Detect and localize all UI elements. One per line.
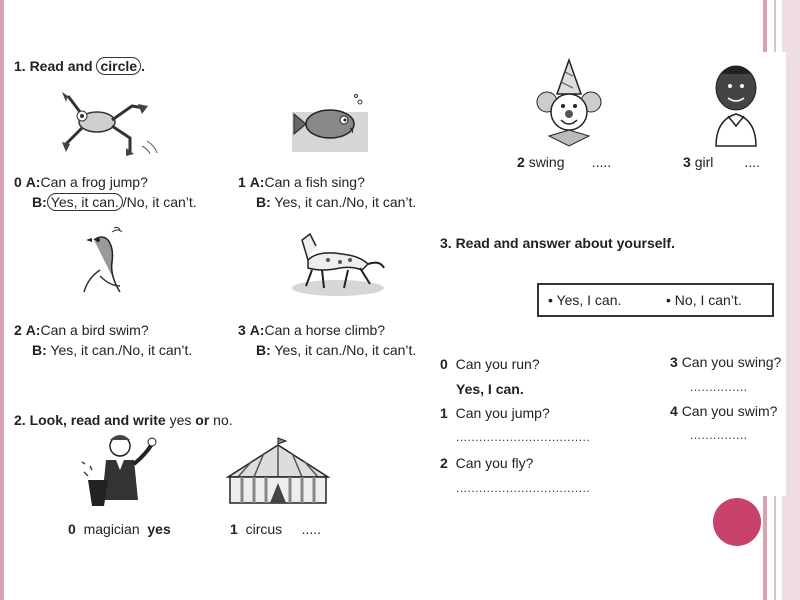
ex1-item-1-q: Can a fish sing? xyxy=(264,174,365,190)
girl-icon xyxy=(708,60,764,148)
ex1-item-1-b-label: B: xyxy=(256,194,271,210)
ex2-item-0 xyxy=(68,520,171,538)
option-no: • No, I can’t. xyxy=(666,292,742,308)
fish-icon xyxy=(290,94,370,156)
ex1-title xyxy=(14,57,145,75)
ex3-question-0-text: Can you run? xyxy=(455,356,540,372)
ex3-question-1 xyxy=(440,404,550,422)
clown-icon xyxy=(533,58,605,150)
ex1-item-1-num: 1 xyxy=(238,174,246,190)
ex2-item-3 xyxy=(683,153,760,171)
ex2-item-2-answer: ..... xyxy=(591,154,612,170)
ex2-item-2 xyxy=(517,153,611,171)
ex2-item-2-num: 2 xyxy=(517,154,525,170)
ex2-item-0-answer: yes xyxy=(147,521,171,537)
ex2-item-3-word: girl xyxy=(694,154,714,170)
ex3-answer-3-blank: ............... xyxy=(690,380,748,394)
ex2-item-3-num: 3 xyxy=(683,154,691,170)
ex3-answer-1-blank: ................................... xyxy=(456,430,591,444)
ex1-title-prefix: 1. Read and xyxy=(14,58,93,74)
ex1-item-2-a-label: A: xyxy=(25,322,41,338)
ex3-question-3 xyxy=(670,353,781,371)
ex2-item-1-answer: ..... xyxy=(301,521,322,537)
ex2-title-b: yes xyxy=(169,412,192,428)
ex3-question-3-num: 3 xyxy=(670,354,678,370)
ex2-item-3-answer: .... xyxy=(744,154,761,170)
ex1-item-3-yes: Yes, it can. xyxy=(274,342,343,358)
magician-icon xyxy=(80,432,160,510)
ex3-question-4-text: Can you swim? xyxy=(681,403,778,419)
ex1-item-0-a-label: A: xyxy=(25,174,41,190)
ex2-item-1 xyxy=(230,520,321,538)
ex3-question-1-text: Can you jump? xyxy=(455,405,550,421)
ex1-item-0-q: Can a frog jump? xyxy=(40,174,148,190)
ex1-item-3-b-label: B: xyxy=(256,342,271,358)
ex1-item-0-b-label: B: xyxy=(32,194,47,210)
ex1-title-suffix: . xyxy=(141,58,145,74)
option-yes: • Yes, I can. xyxy=(548,292,622,308)
ex1-item-3-no: /No, it can’t. xyxy=(342,342,417,358)
ex2-item-2-word: swing xyxy=(528,154,565,170)
ex2-title xyxy=(14,411,233,429)
ex1-item-3-q: Can a horse climb? xyxy=(264,322,386,338)
ex1-item-1-answer xyxy=(256,193,416,211)
bird-icon xyxy=(80,226,140,302)
ex3-question-2-text: Can you fly? xyxy=(455,455,534,471)
ex3-answer-4-blank: ............... xyxy=(690,428,748,442)
ex1-item-2-no: /No, it can’t. xyxy=(118,342,193,358)
ex1-item-1-a-label: A: xyxy=(249,174,265,190)
ex3-title: 3. Read and answer about yourself. xyxy=(440,235,675,251)
ex1-item-2-answer xyxy=(32,341,192,359)
ex3-question-2 xyxy=(440,454,533,472)
ex3-question-4-num: 4 xyxy=(670,403,678,419)
ex1-item-1-no: /No, it can’t. xyxy=(342,194,417,210)
ex1-item-0-no: /No, it can’t. xyxy=(122,194,197,210)
ex1-item-3-a-label: A: xyxy=(249,322,265,338)
ex2-item-0-word: magician xyxy=(83,521,140,537)
left-border xyxy=(0,0,4,600)
ex2-item-0-num: 0 xyxy=(68,521,76,537)
ex1-title-circled: circle xyxy=(96,57,141,75)
ex3-question-0-num: 0 xyxy=(440,356,448,372)
ex1-item-2-yes: Yes, it can. xyxy=(50,342,119,358)
ex2-title-d: no. xyxy=(213,412,233,428)
ex2-item-1-num: 1 xyxy=(230,521,238,537)
horse-icon xyxy=(288,230,388,302)
ex1-item-2-question xyxy=(14,321,149,339)
ex1-item-1-question xyxy=(238,173,365,191)
ex3-question-3-text: Can you swing? xyxy=(681,354,782,370)
ex1-item-3-answer xyxy=(256,341,416,359)
ex1-item-2-num: 2 xyxy=(14,322,22,338)
ex1-item-3-num: 3 xyxy=(238,322,246,338)
ex1-item-0-yes-circled: Yes, it can. xyxy=(47,193,123,211)
ex1-item-2-b-label: B: xyxy=(32,342,47,358)
ex3-question-1-num: 1 xyxy=(440,405,448,421)
ex2-title-c: or xyxy=(195,412,210,428)
ex1-item-1-yes: Yes, it can. xyxy=(274,194,343,210)
ex1-item-2-q: Can a bird swim? xyxy=(40,322,149,338)
ex3-question-2-num: 2 xyxy=(440,455,448,471)
ex3-question-4 xyxy=(670,402,777,420)
frog-icon xyxy=(52,86,167,158)
ex3-answer-0: Yes, I can. xyxy=(456,381,524,397)
ex3-question-0 xyxy=(440,355,540,373)
circus-tent-icon xyxy=(222,437,334,507)
ex1-item-3-question xyxy=(238,321,385,339)
ex2-item-1-word: circus xyxy=(245,521,283,537)
ex1-item-0-num: 0 xyxy=(14,174,22,190)
ex3-answer-2-blank: ................................... xyxy=(456,481,591,495)
decorative-pink-circle xyxy=(713,498,761,546)
ex1-item-0-question xyxy=(14,173,148,191)
ex1-item-0-answer xyxy=(32,193,197,211)
ex2-title-a: 2. Look, read and write xyxy=(14,412,166,428)
